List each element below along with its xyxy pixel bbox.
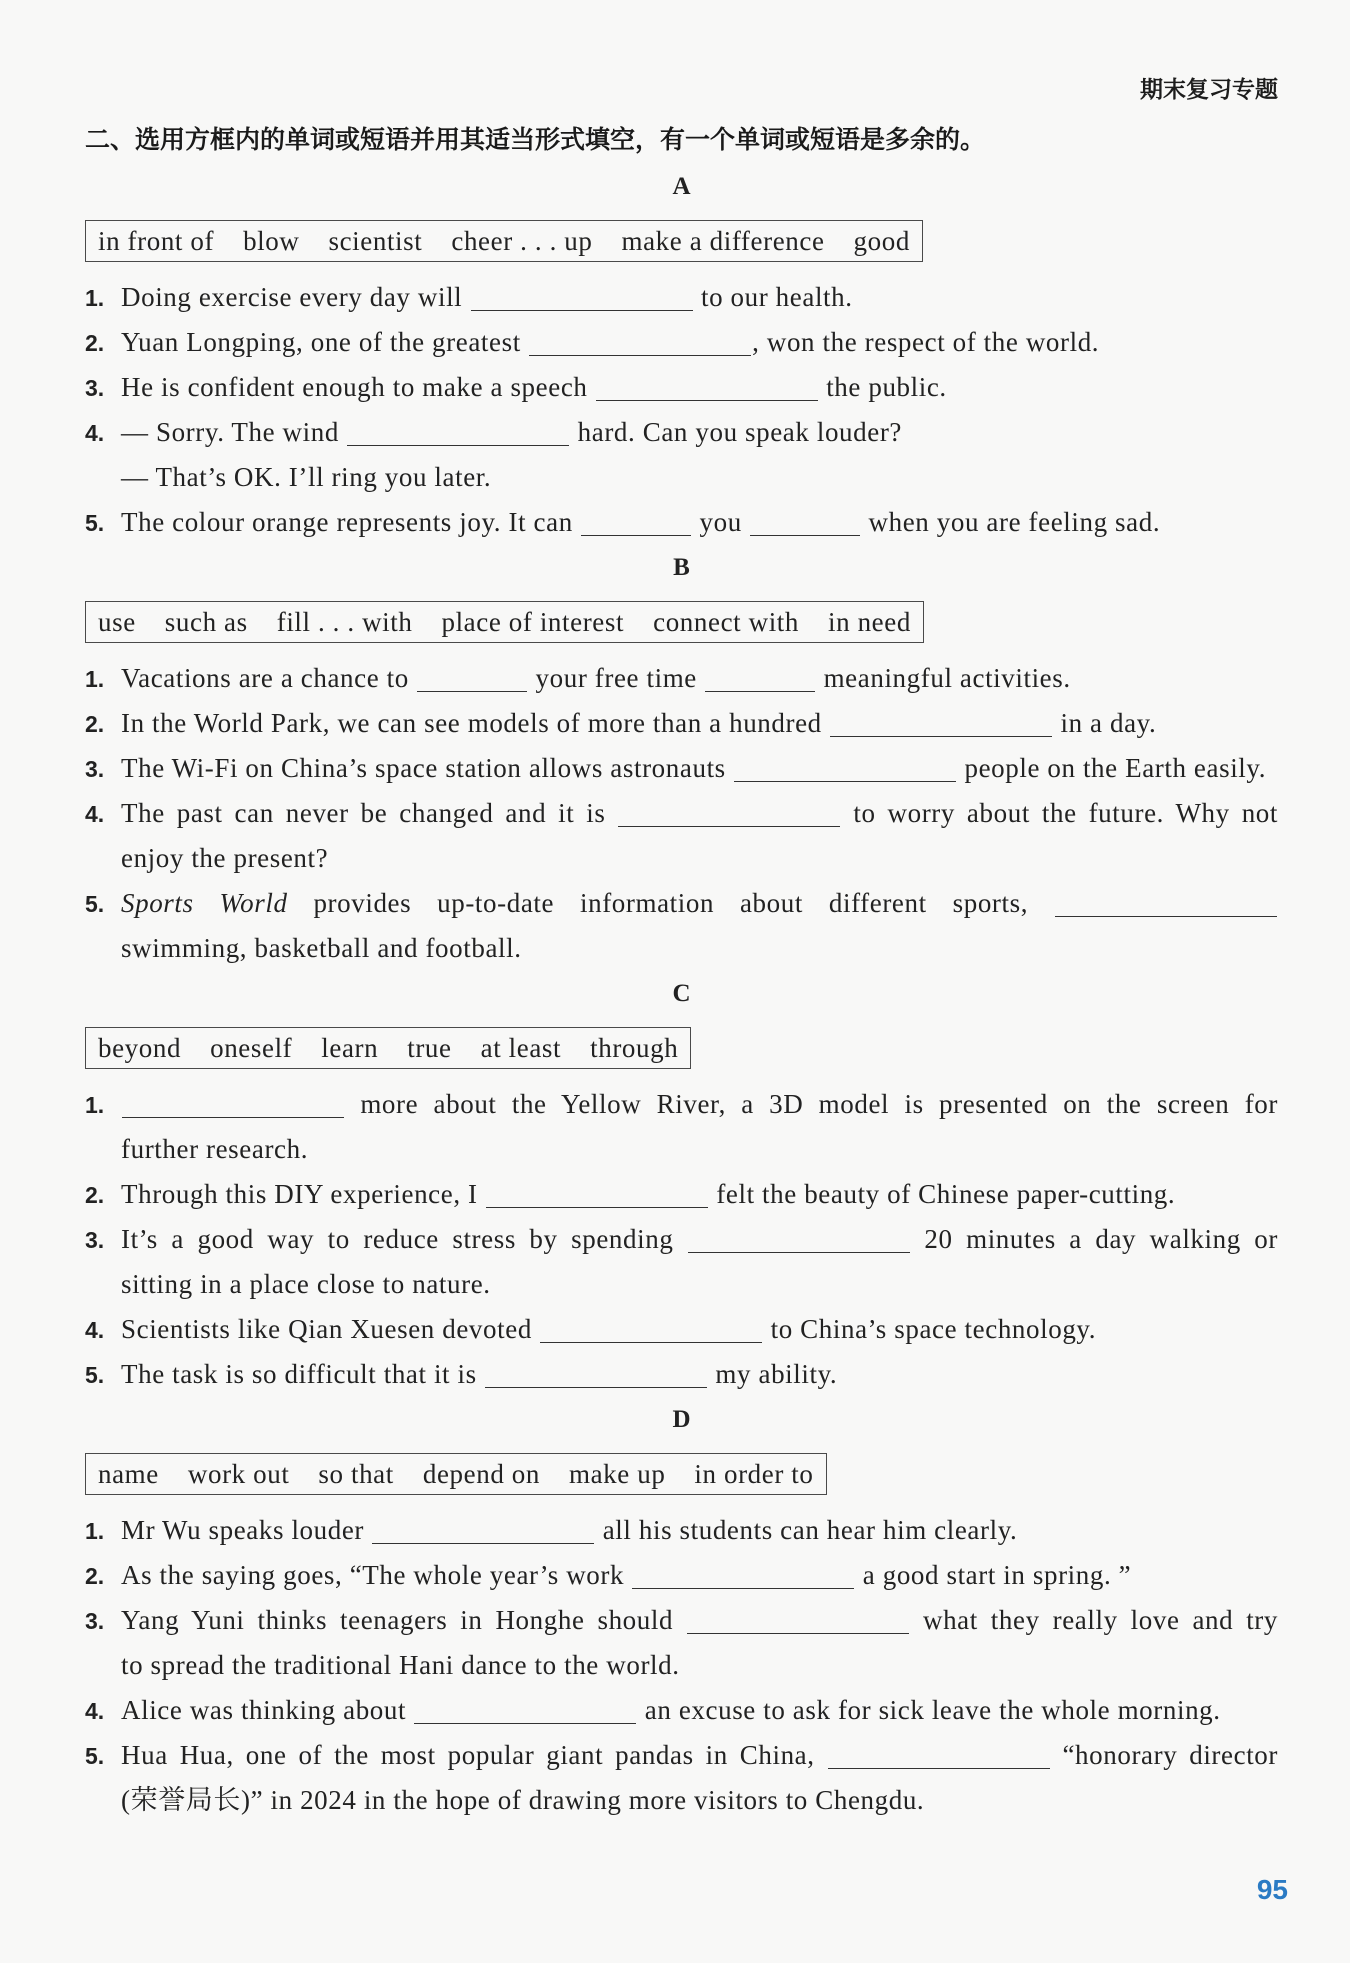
answer-blank xyxy=(632,1572,854,1589)
word-option: name xyxy=(98,1458,159,1489)
question-item xyxy=(85,1688,1278,1733)
question-body xyxy=(121,1733,1278,1823)
question-number: 2. xyxy=(85,711,105,737)
section-c xyxy=(85,971,1278,1397)
question-body xyxy=(121,791,1278,881)
question-text: “honorary director xyxy=(1050,1740,1278,1770)
question-text: Through this DIY experience, I xyxy=(121,1179,485,1209)
question-text: Alice was thinking about xyxy=(121,1695,414,1725)
question-text: The past can never be changed and it is xyxy=(121,798,618,828)
question-text: Hua Hua, one of the most popular giant pandas in China, xyxy=(121,1740,827,1770)
question-number: 2. xyxy=(85,330,105,356)
exercise-sections xyxy=(85,164,1278,1823)
question-body xyxy=(121,1553,1278,1598)
word-option: in need xyxy=(828,606,911,637)
question-text: In the World Park, we can see models of more than a hundred xyxy=(121,708,830,738)
question-line xyxy=(121,836,1278,881)
question-body xyxy=(121,1307,1278,1352)
question-body xyxy=(121,1688,1278,1733)
question-number: 2. xyxy=(85,1563,105,1589)
question-line xyxy=(121,500,1278,545)
question-line xyxy=(121,1352,1278,1397)
word-option: oneself xyxy=(210,1032,293,1063)
question-item xyxy=(85,320,1278,365)
word-box xyxy=(85,220,923,262)
question-body xyxy=(121,1172,1278,1217)
word-box xyxy=(85,1453,827,1495)
question-line xyxy=(121,1688,1278,1733)
section-d xyxy=(85,1397,1278,1823)
question-line xyxy=(121,320,1278,365)
question-text: a good start in spring. ” xyxy=(855,1560,1132,1590)
question-text: — That’s OK. I’ll ring you later. xyxy=(121,462,492,492)
question-line xyxy=(121,656,1278,701)
section-label: C xyxy=(672,980,691,1007)
word-option: through xyxy=(590,1032,679,1063)
word-option: use xyxy=(98,606,136,637)
word-option: scientist xyxy=(328,225,423,256)
word-option: such as xyxy=(164,606,248,637)
question-item xyxy=(85,275,1278,320)
word-box-row xyxy=(85,1027,1278,1069)
question-number: 5. xyxy=(85,1362,105,1388)
word-box-row xyxy=(85,220,1278,262)
section-b xyxy=(85,545,1278,971)
exercise-content xyxy=(85,117,1278,1823)
question-text: provides up-to-date information about different sports, xyxy=(287,888,1054,918)
word-option: depend on xyxy=(422,1458,540,1489)
question-number: 3. xyxy=(85,1227,105,1253)
question-body xyxy=(121,746,1278,791)
answer-blank xyxy=(529,339,751,356)
question-line xyxy=(121,1778,1278,1823)
question-item xyxy=(85,1598,1278,1688)
question-body xyxy=(121,320,1278,365)
question-body xyxy=(121,656,1278,701)
question-body xyxy=(121,881,1278,971)
question-line xyxy=(121,1643,1278,1688)
question-item xyxy=(85,656,1278,701)
chapter-header: 期末复习专题 xyxy=(1140,77,1278,103)
question-item xyxy=(85,1733,1278,1823)
question-text: when you are feeling sad. xyxy=(861,507,1161,537)
question-line xyxy=(121,410,1278,455)
question-text: felt the beauty of Chinese paper-cutting. xyxy=(708,1179,1176,1209)
question-text: Yang Yuni thinks teenagers in Honghe should xyxy=(121,1605,687,1635)
question-item xyxy=(85,410,1278,500)
question-line xyxy=(121,1508,1278,1553)
question-text: Mr Wu speaks louder xyxy=(121,1515,372,1545)
question-body xyxy=(121,500,1278,545)
question-item xyxy=(85,1508,1278,1553)
question-body xyxy=(121,1508,1278,1553)
question-text: The Wi-Fi on China’s space station allows astronauts xyxy=(121,753,734,783)
question-text: hard. Can you speak louder? xyxy=(570,417,902,447)
question-text: to China’s space technology. xyxy=(763,1314,1097,1344)
answer-blank xyxy=(471,294,693,311)
question-text: your free time xyxy=(528,663,705,693)
answer-blank xyxy=(486,1191,708,1208)
question-number: 1. xyxy=(85,666,105,692)
word-option: make a difference xyxy=(621,225,825,256)
word-box-row xyxy=(85,601,1278,643)
question-item xyxy=(85,701,1278,746)
question-body xyxy=(121,275,1278,320)
question-item xyxy=(85,1172,1278,1217)
question-text: what they really love and try xyxy=(910,1605,1278,1635)
question-number: 5. xyxy=(85,891,105,917)
question-line xyxy=(121,1733,1278,1778)
word-option: work out xyxy=(187,1458,290,1489)
question-body xyxy=(121,1598,1278,1688)
word-option: blow xyxy=(243,225,300,256)
question-text: to spread the traditional Hani dance to the world. xyxy=(121,1650,680,1680)
question-line xyxy=(121,1598,1278,1643)
word-option: beyond xyxy=(98,1032,182,1063)
answer-blank xyxy=(830,720,1052,737)
word-option: so that xyxy=(318,1458,394,1489)
question-text: enjoy the present? xyxy=(121,843,329,873)
question-text: Scientists like Qian Xuesen devoted xyxy=(121,1314,540,1344)
answer-blank xyxy=(596,384,818,401)
question-text: the public. xyxy=(818,372,947,402)
page-number: 95 xyxy=(1256,1874,1288,1905)
question-item xyxy=(85,1553,1278,1598)
question-line xyxy=(121,701,1278,746)
question-text: Doing exercise every day will xyxy=(121,282,470,312)
answer-blank xyxy=(687,1617,909,1634)
word-option: in front of xyxy=(98,225,215,256)
question-item xyxy=(85,881,1278,971)
answer-blank xyxy=(414,1707,636,1724)
question-line xyxy=(121,881,1278,926)
question-line xyxy=(121,275,1278,320)
question-number: 1. xyxy=(85,285,105,311)
question-item xyxy=(85,1082,1278,1172)
question-text: more about the Yellow River, a 3D model is presented on the screen for xyxy=(345,1089,1278,1119)
question-text: He is confident enough to make a speech xyxy=(121,372,595,402)
answer-blank xyxy=(581,519,691,536)
word-option: good xyxy=(853,225,910,256)
question-number: 3. xyxy=(85,375,105,401)
question-text: you xyxy=(692,507,750,537)
exercise-instruction: 二、选用方框内的单词或短语并用其适当形式填空，有一个单词或短语是多余的。 xyxy=(85,125,986,154)
question-number: 3. xyxy=(85,756,105,782)
answer-blank xyxy=(417,675,527,692)
question-text: an excuse to ask for sick leave the whole morning. xyxy=(637,1695,1221,1725)
section-label: D xyxy=(672,1406,691,1433)
word-option: make up xyxy=(569,1458,666,1489)
question-body xyxy=(121,365,1278,410)
word-option: place of interest xyxy=(441,606,625,637)
answer-blank xyxy=(1055,900,1277,917)
question-item xyxy=(85,1217,1278,1307)
question-text: to our health. xyxy=(693,282,853,312)
question-text: all his students can hear him clearly. xyxy=(595,1515,1018,1545)
question-number: 5. xyxy=(85,1743,105,1769)
question-line xyxy=(121,791,1278,836)
question-number: 4. xyxy=(85,1317,105,1343)
word-box-row xyxy=(85,1453,1278,1495)
question-line xyxy=(121,1217,1278,1262)
question-text: Sports World xyxy=(121,888,288,918)
question-body xyxy=(121,701,1278,746)
answer-blank xyxy=(705,675,815,692)
question-item xyxy=(85,746,1278,791)
question-body xyxy=(121,1352,1278,1397)
word-option: fill . . . with xyxy=(276,606,413,637)
answer-blank xyxy=(372,1527,594,1544)
question-body xyxy=(121,410,1278,500)
question-line xyxy=(121,1307,1278,1352)
section-label: A xyxy=(672,173,691,200)
question-text: It’s a good way to reduce stress by spending xyxy=(121,1224,687,1254)
answer-blank xyxy=(828,1752,1050,1769)
question-number: 1. xyxy=(85,1518,105,1544)
word-option: at least xyxy=(480,1032,562,1063)
question-line xyxy=(121,1553,1278,1598)
question-number: 4. xyxy=(85,801,105,827)
question-text: further research. xyxy=(121,1134,309,1164)
word-option: connect with xyxy=(653,606,800,637)
word-box xyxy=(85,1027,691,1069)
word-option: cheer . . . up xyxy=(451,225,593,256)
question-text: Vacations are a chance to xyxy=(121,663,417,693)
question-text: , won the respect of the world. xyxy=(752,327,1100,357)
question-line xyxy=(121,746,1278,791)
question-text: (荣誉局长)” in 2024 in the hope of drawing more visitors to Chengdu. xyxy=(121,1785,925,1815)
question-line xyxy=(121,365,1278,410)
question-number: 1. xyxy=(85,1092,105,1118)
question-body xyxy=(121,1217,1278,1307)
question-text: 20 minutes a day walking or xyxy=(910,1224,1278,1254)
question-text: The colour orange represents joy. It can xyxy=(121,507,581,537)
question-line xyxy=(121,1262,1278,1307)
answer-blank xyxy=(688,1236,910,1253)
question-body xyxy=(121,1082,1278,1172)
word-box xyxy=(85,601,924,643)
answer-blank xyxy=(540,1326,762,1343)
answer-blank xyxy=(122,1101,344,1118)
question-text: swimming, basketball and football. xyxy=(121,933,522,963)
question-text: my ability. xyxy=(708,1359,838,1389)
question-line xyxy=(121,455,1278,500)
question-line xyxy=(121,926,1278,971)
question-line xyxy=(121,1082,1278,1127)
question-item xyxy=(85,1352,1278,1397)
question-text: sitting in a place close to nature. xyxy=(121,1269,491,1299)
question-item xyxy=(85,365,1278,410)
question-text: meaningful activities. xyxy=(816,663,1071,693)
question-item xyxy=(85,500,1278,545)
answer-blank xyxy=(750,519,860,536)
question-text: Yuan Longping, one of the greatest xyxy=(121,327,529,357)
question-number: 3. xyxy=(85,1608,105,1634)
question-number: 4. xyxy=(85,1698,105,1724)
question-text: — Sorry. The wind xyxy=(121,417,347,447)
section-label: B xyxy=(673,554,690,581)
answer-blank xyxy=(347,429,569,446)
question-text: in a day. xyxy=(1053,708,1157,738)
answer-blank xyxy=(734,765,956,782)
question-line xyxy=(121,1127,1278,1172)
question-number: 2. xyxy=(85,1182,105,1208)
word-option: learn xyxy=(321,1032,379,1063)
question-number: 4. xyxy=(85,420,105,446)
word-option: in order to xyxy=(694,1458,814,1489)
question-item xyxy=(85,1307,1278,1352)
answer-blank xyxy=(618,810,840,827)
section-a xyxy=(85,164,1278,545)
answer-blank xyxy=(485,1371,707,1388)
question-text: to worry about the future. Why not xyxy=(841,798,1278,828)
question-number: 5. xyxy=(85,510,105,536)
word-option: true xyxy=(407,1032,452,1063)
question-line xyxy=(121,1172,1278,1217)
question-text: The task is so difficult that it is xyxy=(121,1359,485,1389)
question-text: As the saying goes, “The whole year’s work xyxy=(121,1560,632,1590)
question-text: people on the Earth easily. xyxy=(957,753,1267,783)
question-item xyxy=(85,791,1278,881)
